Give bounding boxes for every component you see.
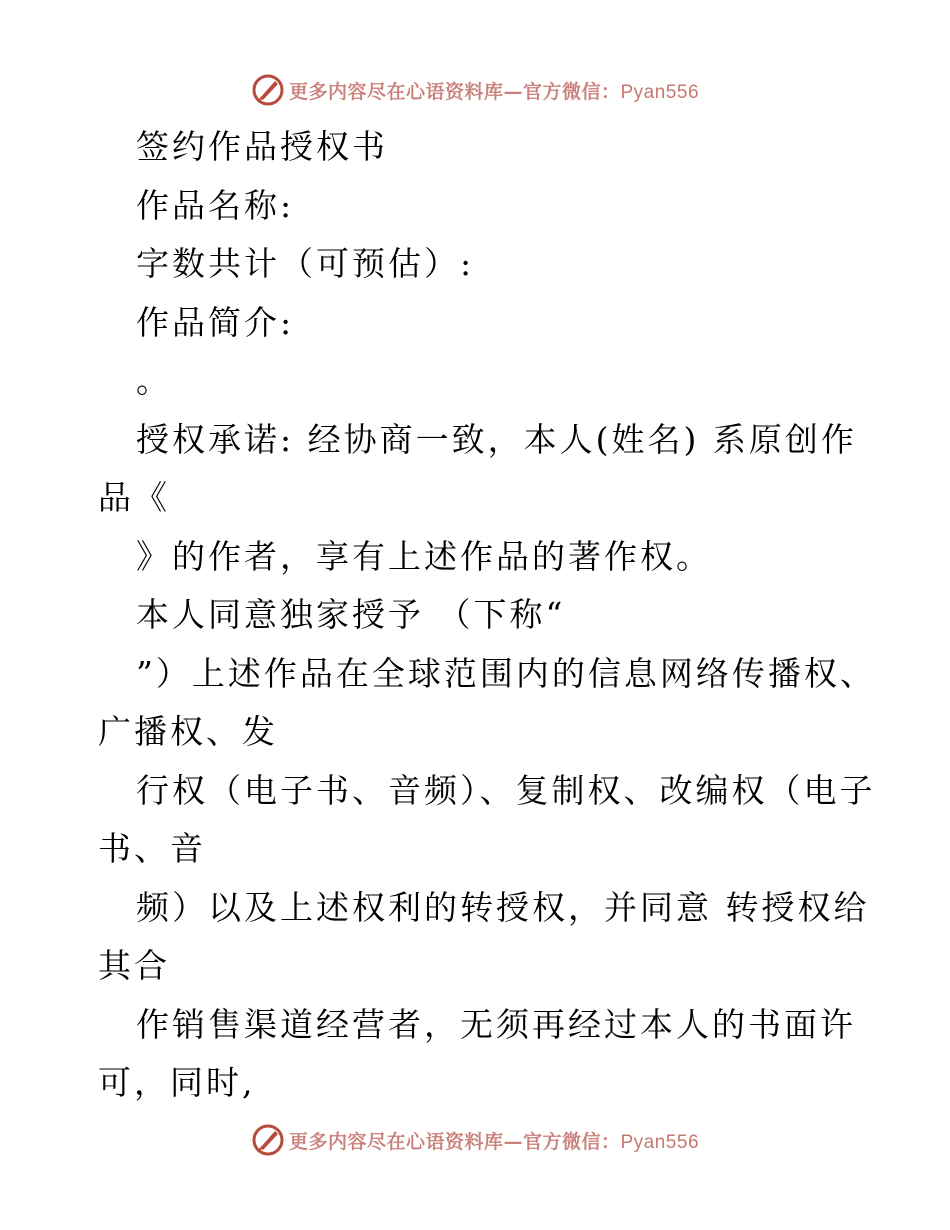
text-line: 授权承诺: 经协商一致，本人(姓名) 系原创作 [136, 419, 857, 459]
text-line: 作销售渠道经营者，无须再经过本人的书面许 [136, 1004, 856, 1044]
text-line: 作品名称: [136, 185, 295, 225]
quill-seal-icon [251, 1123, 285, 1157]
text-line: 字数共计（可预估）: [136, 244, 475, 283]
watermark-text: 更多内容尽在心语资料库—官方微信：Pyan556 [288, 80, 700, 103]
wechat-id: Pyan556 [620, 1131, 700, 1153]
text-line: 。 [136, 361, 172, 400]
text-line: 签约作品授权书 [136, 127, 388, 166]
text-line: 可，同时, [98, 1063, 256, 1102]
text-line: 书、音 [98, 829, 206, 868]
text-line: 作品简介: [136, 302, 295, 342]
watermark-text: 更多内容尽在心语资料库—官方微信：Pyan556 [288, 1130, 700, 1153]
text-line: 广播权、发 [98, 712, 278, 751]
text-line: 》的作者，享有上述作品的著作权。 [136, 536, 712, 576]
text-line: 行权（电子书、音频）、复制权、改编权（电子 [136, 770, 876, 810]
wechat-id: Pyan556 [620, 81, 700, 103]
quill-seal-icon [251, 73, 285, 107]
footer-watermark [0, 1120, 950, 1160]
text-line: 品《 [98, 478, 170, 517]
header-watermark [0, 70, 950, 110]
document-body [98, 118, 876, 1113]
text-line: 本人同意独家授予 （下称“ [136, 595, 566, 634]
text-line: 频）以及上述权利的转授权，并同意 转授权给 [136, 887, 870, 927]
text-line: 其合 [98, 946, 170, 985]
text-line: ”）上述作品在全球范围内的信息网络传播权、 [136, 653, 876, 693]
